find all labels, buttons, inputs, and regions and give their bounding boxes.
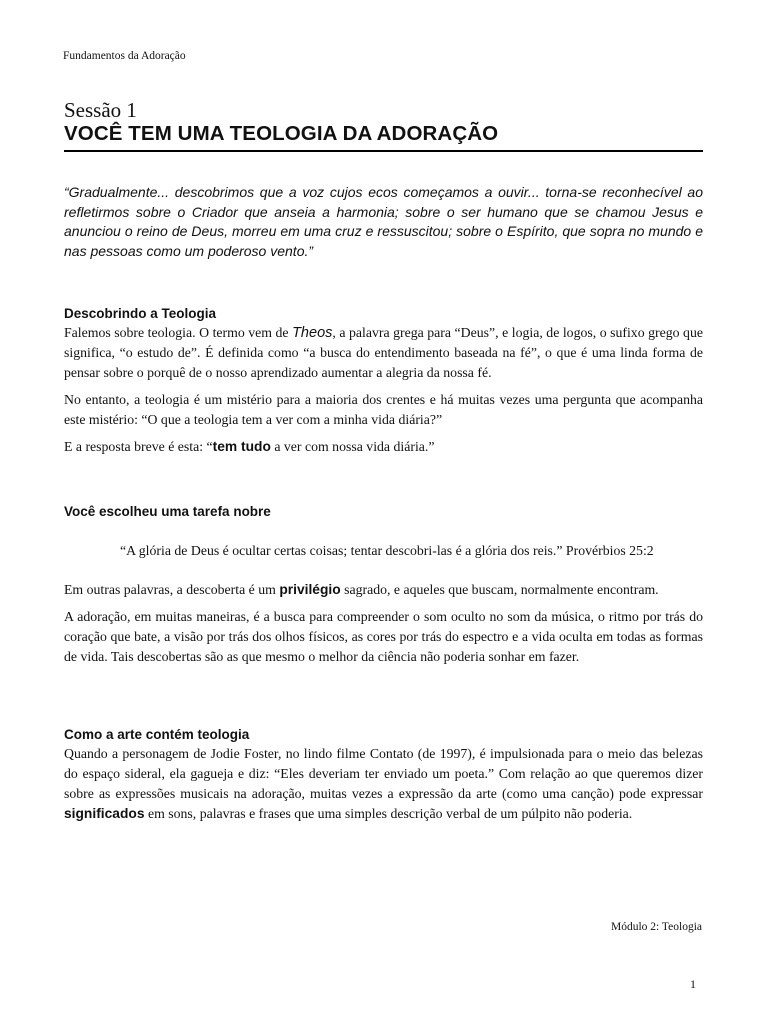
running-head: Fundamentos da Adoração	[63, 50, 186, 62]
section-discovering-theology	[64, 305, 703, 457]
section-noble-task	[64, 503, 703, 521]
page-number: 1	[690, 977, 696, 991]
section-noble-task-body	[64, 580, 703, 667]
emphasis-theos: Theos	[292, 325, 333, 341]
paragraph: A adoração, em muitas maneiras, é a busca para compreender o som oculto no som da música, o ritmo por trás do coração que bate, a visão por trás dos olhos físicos, as cores por trás do espectro e a vida oculta em todas as formas de vida. Tais descobertas são as que mesmo o melhor da ciência não poderia sonhar em fazer.	[64, 609, 703, 664]
section-art-theology	[64, 726, 703, 824]
section-heading: Como a arte contém teologia	[64, 727, 250, 742]
paragraph: E a resposta breve é esta: “tem tudo a ver com nossa vida diária.”	[64, 439, 435, 454]
emphasis-significados: significados	[64, 806, 145, 821]
paragraph: Falemos sobre teologia. O termo vem de Theos, a palavra grega para “Deus”, e logia, de logos, o sufixo grego que significa, “o estudo de”. É definida como “a busca do entendimento baseada na fé”, o que é uma linda forma de pensar sobre o porquê de o nosso aprendizado aumentar a alegria da nossa fé.	[64, 325, 703, 380]
paragraph: No entanto, a teologia é um mistério para a maioria dos crentes e há muitas vezes uma pergunta que acompanha este mistério: “O que a teologia tem a ver com a minha vida diária?”	[64, 392, 703, 427]
session-title: VOCÊ TEM UMA TEOLOGIA DA ADORAÇÃO	[64, 121, 703, 152]
section-heading: Você escolheu uma tarefa nobre	[64, 504, 271, 519]
epigraph-quote: “Gradualmente... descobrimos que a voz cujos ecos começamos a ouvir... torna-se reconhecível ao refletirmos sobre o Criador que anseia a harmonia; sobre o ser humano que se chamou Jesus e anunciou o reino de Deus, morreu em uma cruz e ressuscitou; sobre o Espírito, que sopra no mundo e nas pessoas como um poderoso vento.”	[64, 184, 703, 259]
emphasis-tem-tudo: tem tudo	[212, 439, 271, 454]
emphasis-privilegio: privilégio	[279, 582, 341, 597]
scripture-quote: “A glória de Deus é ocultar certas coisas; tentar descobri-las é a glória dos reis.” Provérbios 25:2	[120, 543, 654, 558]
session-label: Sessão 1	[64, 98, 137, 122]
section-heading: Descobrindo a Teologia	[64, 306, 217, 321]
footer-module-label: Módulo 2: Teologia	[611, 921, 702, 933]
paragraph: Em outras palavras, a descoberta é um privilégio sagrado, e aqueles que buscam, normalmente encontram.	[64, 582, 659, 597]
paragraph: Quando a personagem de Jodie Foster, no lindo filme Contato (de 1997), é impulsionada para o meio das belezas do espaço sideral, ela gagueja e diz: “Eles deveriam ter enviado um poeta.” Com relação ao que queremos dizer sobre as expressões musicais na adoração, muitas vezes a expressão da arte (como uma canção) pode expressar significados em sons, palavras e frases que uma simples descrição verbal de um púlpito não poderia.	[64, 746, 703, 821]
